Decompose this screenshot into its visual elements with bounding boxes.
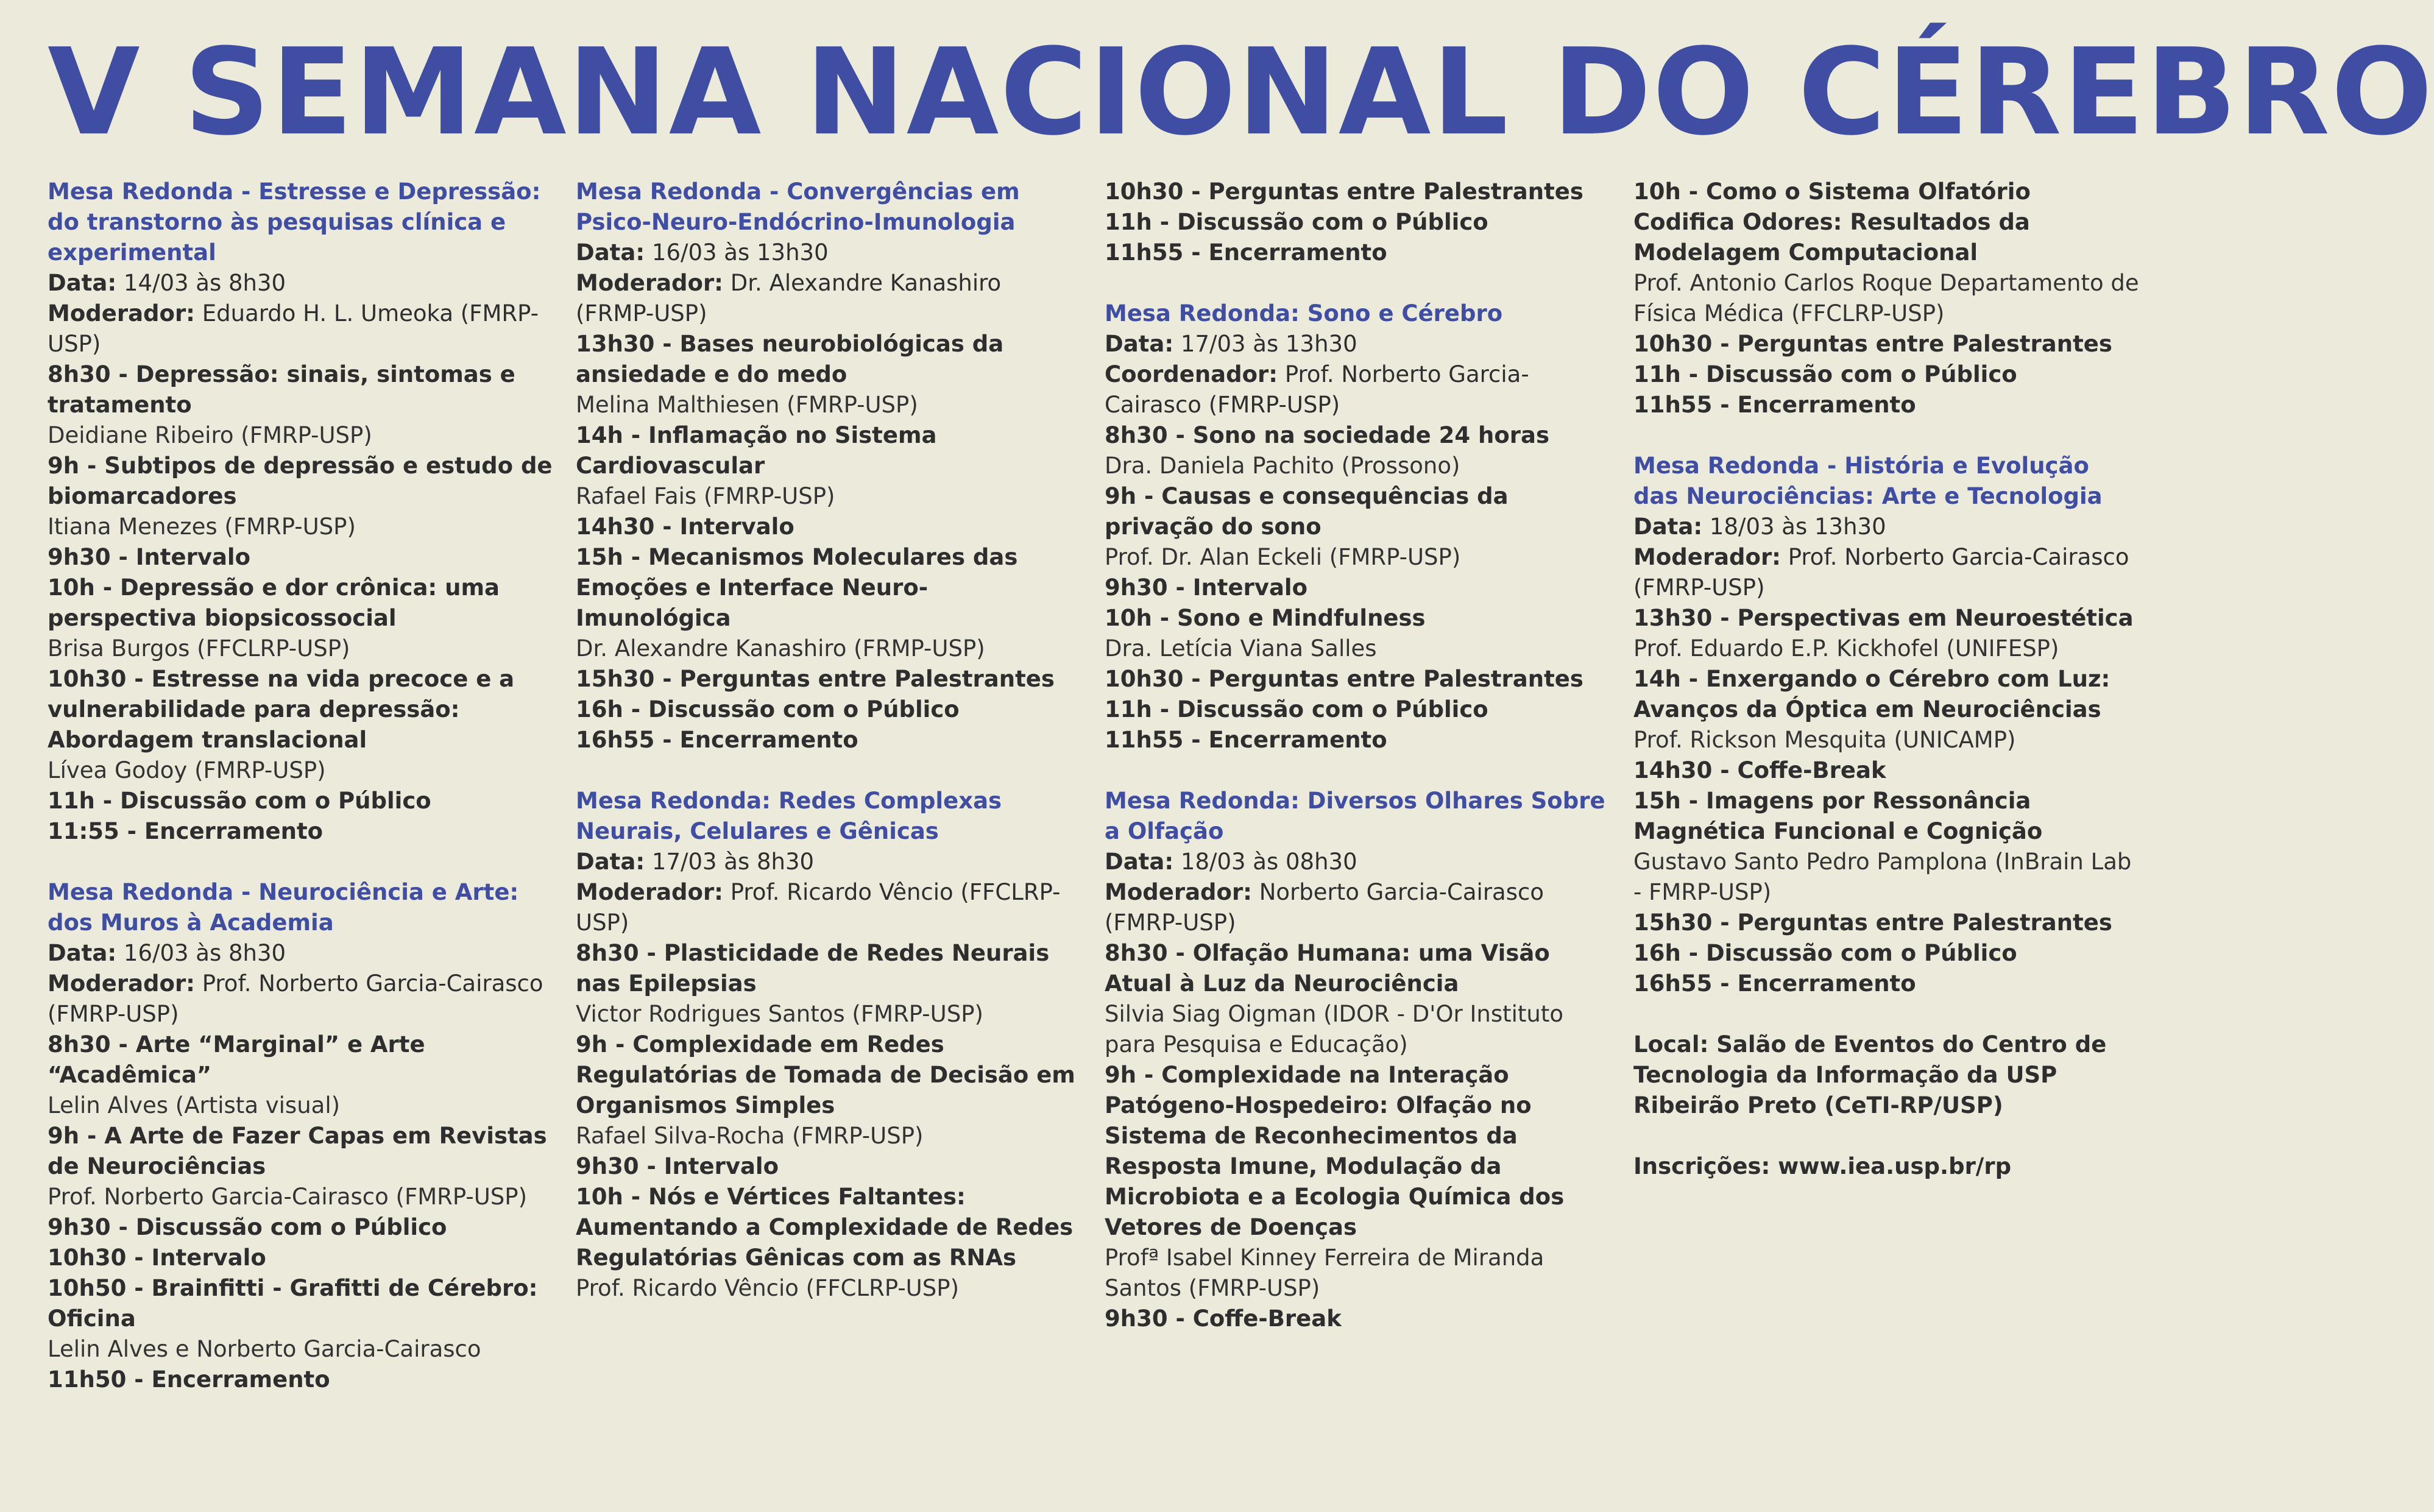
talk-title: 11h55 - Encerramento — [1105, 239, 1387, 266]
talk-speaker: Victor Rodrigues Santos (FMRP-USP) — [576, 1001, 983, 1027]
talk-title: 14h - Inflamação no Sistema Cardiovascular — [576, 422, 937, 479]
session-title: Mesa Redonda: Redes Complexas Neurais, Celulares e Gênicas — [576, 788, 1002, 844]
session-title: Mesa Redonda - Estresse e Depressão: do transtorno às pesquisas clínica e experimental — [48, 178, 541, 266]
talk-title: 10h30 - Intervalo — [48, 1245, 266, 1271]
session-block — [1105, 299, 1610, 755]
talk-speaker: Itiana Menezes (FMRP-USP) — [48, 514, 356, 540]
talk-speaker: Dr. Alexandre Kanashiro (FRMP-USP) — [576, 635, 985, 662]
talk-title: 15h30 - Perguntas entre Palestrantes — [576, 666, 1055, 692]
session-block — [1105, 786, 1610, 1334]
field-label: Moderador: — [1105, 879, 1252, 905]
session-title: Mesa Redonda - Convergências em Psico-Neuro-Endócrino-Imunologia — [576, 178, 1020, 235]
field-value: Dr. Alexandre Kanashiro (FRMP-USP) — [576, 270, 1002, 327]
talk-title: 10h30 - Perguntas entre Palestrantes — [1105, 666, 1583, 692]
talk-title: 15h - Imagens por Ressonância Magnética Funcional e Cognição — [1633, 788, 2043, 844]
talk-title: 9h - Causas e consequências da privação do sono — [1105, 483, 1509, 540]
field-label: Data: — [48, 270, 117, 296]
talk-title: 14h30 - Coffe-Break — [1633, 757, 1886, 783]
talk-title: 16h55 - Encerramento — [576, 727, 858, 753]
talk-title: 9h - Subtipos de depressão e estudo de biomarcadores — [48, 453, 553, 509]
field-label: Data: — [48, 940, 117, 966]
field-value: Eduardo H. L. Umeoka (FMRP-USP) — [48, 300, 539, 357]
talk-title: 9h30 - Discussão com o Público — [48, 1214, 447, 1240]
talk-speaker: Melina Malthiesen (FMRP-USP) — [576, 392, 918, 418]
talk-title: 10h - Nós e Vértices Faltantes: Aumentando a Complexidade de Redes Regulatórias Gênicas com as RNAs — [576, 1184, 1074, 1271]
session-field — [1633, 512, 2139, 542]
session-field — [576, 847, 1081, 877]
column-3 — [1105, 177, 1610, 1365]
talk-speaker: Silvia Siag Oigman (IDOR - D'Or Instituto para Pesquisa e Educação) — [1105, 1001, 1563, 1058]
field-value: 16/03 às 13h30 — [651, 239, 829, 266]
field-value: 14/03 às 8h30 — [123, 270, 286, 296]
session-field — [576, 877, 1081, 938]
talk-title: 10h30 - Perguntas entre Palestrantes — [1633, 331, 2112, 357]
field-value: Norberto Garcia-Cairasco (FMRP-USP) — [1105, 879, 1544, 936]
poster-title: V SEMANA NACIONAL DO CÉREBRO — [48, 23, 2434, 162]
field-label: Moderador: — [576, 270, 723, 296]
field-label: Data: — [576, 849, 645, 875]
talk-speaker: Prof. Eduardo E.P. Kickhofel (UNIFESP) — [1633, 635, 2059, 662]
session-block — [48, 177, 553, 847]
session-field — [48, 969, 553, 1030]
field-label: Data: — [1105, 849, 1174, 875]
talk-title: 8h30 - Olfação Humana: uma Visão Atual à Luz da Neurociência — [1105, 940, 1550, 997]
talk-title: 11h - Discussão com o Público — [1105, 696, 1488, 722]
talk-title: 9h - Complexidade na Interação Patógeno-Hospedeiro: Olfação no Sistema de Reconhecimentos da Resposta Imune, Modulação da Microbiota e a Ecologia Química dos Vetores de Doenças — [1105, 1062, 1565, 1240]
talk-title: 13h30 - Perspectivas em Neuroestética — [1633, 605, 2134, 631]
talk-title: 9h - A Arte de Fazer Capas em Revistas de Neurociências — [48, 1123, 547, 1179]
session-field — [1105, 877, 1610, 938]
talk-title: 16h55 - Encerramento — [1633, 970, 1916, 997]
talk-title: 10h - Como o Sistema Olfatório Codifica Odores: Resultados da Modelagem Computacional — [1633, 178, 2031, 266]
talk-title: 10h - Depressão e dor crônica: uma perspectiva biopsicossocial — [48, 574, 500, 631]
talk-speaker: Gustavo Santo Pedro Pamplona (InBrain Lab - FMRP-USP) — [1633, 849, 2132, 905]
talk-speaker: Prof. Ricardo Vêncio (FFCLRP-USP) — [576, 1275, 959, 1301]
field-value: 18/03 às 08h30 — [1180, 849, 1357, 875]
session-block — [1633, 451, 2139, 999]
talk-speaker: Prof. Rickson Mesquita (UNICAMP) — [1633, 727, 2016, 753]
field-label: Coordenador: — [1105, 361, 1278, 387]
talk-speaker: Rafael Fais (FMRP-USP) — [576, 483, 835, 509]
talk-title: 9h30 - Coffe-Break — [1105, 1305, 1342, 1332]
talk-speaker: Deidiane Ribeiro (FMRP-USP) — [48, 422, 372, 448]
talk-title: 15h - Mecanismos Moleculares das Emoções e Interface Neuro-Imunológica — [576, 544, 1018, 631]
talk-speaker: Prof. Dr. Alan Eckeli (FMRP-USP) — [1105, 544, 1461, 570]
session-field — [48, 268, 553, 299]
talk-title: 11h - Discussão com o Público — [48, 788, 431, 814]
column-4 — [1633, 177, 2139, 1182]
talk-title: 10h - Sono e Mindfulness — [1105, 605, 1426, 631]
event-location: Local: Salão de Eventos do Centro de Tecnologia da Informação da USP Ribeirão Preto (CeTI-RP/USP) — [1633, 1031, 2107, 1118]
talk-title: 11h - Discussão com o Público — [1633, 361, 2017, 387]
talk-title: 15h30 - Perguntas entre Palestrantes — [1633, 910, 2112, 936]
session-title: Mesa Redonda: Sono e Cérebro — [1105, 300, 1503, 327]
talk-title: 8h30 - Sono na sociedade 24 horas — [1105, 422, 1550, 448]
session-field — [48, 938, 553, 969]
talk-speaker: Profª Isabel Kinney Ferreira de Miranda Santos (FMRP-USP) — [1105, 1245, 1544, 1301]
talk-title: 10h50 - Brainfitti - Grafitti de Cérebro: Oficina — [48, 1275, 538, 1332]
talk-title: 11h50 - Encerramento — [48, 1366, 330, 1393]
talk-title: 11:55 - Encerramento — [48, 818, 324, 844]
talk-speaker: Dra. Letícia Viana Salles — [1105, 635, 1377, 662]
talk-speaker: Dra. Daniela Pachito (Prossono) — [1105, 453, 1460, 479]
talk-title: 16h - Discussão com o Público — [576, 696, 960, 722]
talk-speaker: Brisa Burgos (FFCLRP-USP) — [48, 635, 350, 662]
talk-title: 9h30 - Intervalo — [1105, 574, 1308, 601]
field-label: Data: — [1633, 514, 1703, 540]
session-block — [576, 177, 1081, 755]
talk-title: 11h - Discussão com o Público — [1105, 209, 1488, 235]
talk-title: 8h30 - Arte “Marginal” e Arte “Acadêmica” — [48, 1031, 425, 1088]
talk-title: 9h30 - Intervalo — [48, 544, 251, 570]
session-field — [1105, 329, 1610, 359]
talk-title: 13h30 - Bases neurobiológicas da ansiedade e do medo — [576, 331, 1004, 387]
talk-speaker: Lelin Alves (Artista visual) — [48, 1092, 341, 1118]
column-2 — [576, 177, 1081, 1334]
session-title: Mesa Redonda: Diversos Olhares Sobre a Olfação — [1105, 788, 1605, 844]
field-value: Prof. Norberto Garcia-Cairasco (FMRP-USP) — [1105, 361, 1529, 418]
session-block — [48, 877, 553, 1395]
talk-title: 11h55 - Encerramento — [1105, 727, 1387, 753]
field-value: 17/03 às 13h30 — [1180, 331, 1357, 357]
field-value: 18/03 às 13h30 — [1709, 514, 1886, 540]
field-label: Moderador: — [576, 879, 723, 905]
column-1 — [48, 177, 553, 1425]
field-label: Moderador: — [1633, 544, 1781, 570]
talk-title: 10h30 - Estresse na vida precoce e a vulnerabilidade para depressão: Abordagem translacional — [48, 666, 515, 753]
field-label: Moderador: — [48, 970, 195, 997]
talk-speaker: Lívea Godoy (FMRP-USP) — [48, 757, 326, 783]
talk-speaker: Prof. Antonio Carlos Roque Departamento de Física Médica (FFCLRP-USP) — [1633, 270, 2139, 327]
field-label: Data: — [576, 239, 645, 266]
field-label: Data: — [1105, 331, 1174, 357]
talk-title: 9h30 - Intervalo — [576, 1153, 779, 1179]
field-label: Moderador: — [48, 300, 195, 327]
talk-speaker: Rafael Silva-Rocha (FMRP-USP) — [576, 1123, 924, 1149]
session-field — [576, 238, 1081, 268]
session-block — [576, 786, 1081, 1304]
field-value: 16/03 às 8h30 — [123, 940, 286, 966]
session-title: Mesa Redonda - História e Evolução das Neurociências: Arte e Tecnologia — [1633, 453, 2103, 509]
spacer — [1633, 1121, 2139, 1151]
registration-info: Inscrições: www.iea.usp.br/rp — [1633, 1153, 2012, 1179]
session-block — [1633, 177, 2139, 420]
session-field — [48, 299, 553, 359]
session-field — [1105, 847, 1610, 877]
talk-title: 16h - Discussão com o Público — [1633, 940, 2017, 966]
session-field — [576, 268, 1081, 329]
field-value: 17/03 às 8h30 — [651, 849, 815, 875]
talk-title: 10h30 - Perguntas entre Palestrantes — [1105, 178, 1583, 205]
talk-title: 11h55 - Encerramento — [1633, 392, 1916, 418]
field-value: Prof. Norberto Garcia-Cairasco (FMRP-USP) — [48, 970, 543, 1027]
session-field — [1105, 359, 1610, 420]
talk-title: 14h30 - Intervalo — [576, 514, 794, 540]
field-value: Prof. Norberto Garcia-Cairasco (FMRP-USP) — [1633, 544, 2129, 601]
talk-title: 14h - Enxergando o Cérebro com Luz: Avanços da Óptica em Neurociências — [1633, 666, 2110, 722]
session-field — [1633, 542, 2139, 603]
talk-title: 8h30 - Depressão: sinais, sintomas e tratamento — [48, 361, 515, 418]
field-value: Prof. Ricardo Vêncio (FFCLRP-USP) — [576, 879, 1061, 936]
talk-title: 9h - Complexidade em Redes Regulatórias de Tomada de Decisão em Organismos Simples — [576, 1031, 1075, 1118]
session-title: Mesa Redonda - Neurociência e Arte: dos Muros à Academia — [48, 879, 519, 936]
session-block — [1105, 177, 1610, 268]
talk-speaker: Lelin Alves e Norberto Garcia-Cairasco — [48, 1336, 481, 1362]
talk-speaker: Prof. Norberto Garcia-Cairasco (FMRP-USP) — [48, 1184, 528, 1210]
talk-title: 8h30 - Plasticidade de Redes Neurais nas Epilepsias — [576, 940, 1050, 997]
